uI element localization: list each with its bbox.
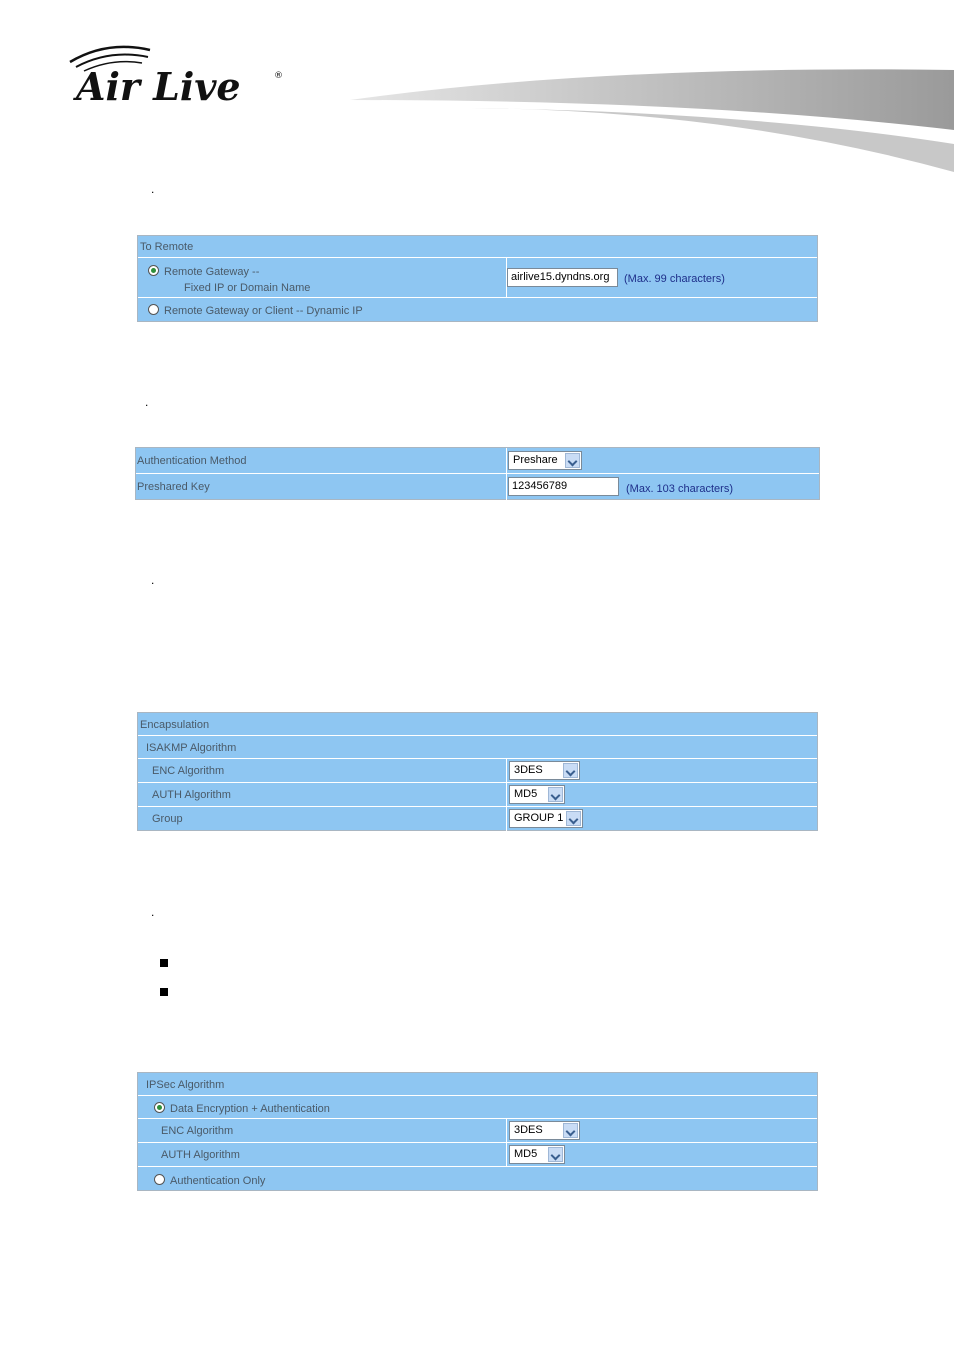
isakmp-enc-row bbox=[138, 759, 817, 783]
isakmp-auth-row bbox=[138, 783, 817, 807]
auth-method-select[interactable] bbox=[508, 451, 582, 470]
isakmp-enc-value: 3DES bbox=[514, 764, 543, 776]
registered-mark: ® bbox=[274, 71, 283, 81]
data-encryption-label: Data Encryption + Authentication bbox=[170, 1103, 330, 1115]
remote-gateway-dynamic-row bbox=[138, 298, 817, 321]
auth-method-value: Preshare bbox=[513, 454, 558, 466]
ipsec-header-row bbox=[138, 1073, 817, 1096]
auth-only-row bbox=[138, 1167, 817, 1191]
section-marker-2: . bbox=[145, 395, 149, 409]
encapsulation-panel bbox=[137, 712, 818, 831]
chevron-down-icon bbox=[566, 811, 581, 826]
auth-method-label: Authentication Method bbox=[137, 455, 247, 467]
remote-gateway-dynamic-label: Remote Gateway or Client -- Dynamic IP bbox=[164, 305, 363, 317]
ipsec-auth-select[interactable] bbox=[509, 1145, 565, 1164]
isakmp-auth-label: AUTH Algorithm bbox=[152, 789, 231, 801]
preshared-key-input[interactable]: 123456789 bbox=[508, 477, 619, 496]
isakmp-row bbox=[138, 736, 817, 759]
isakmp-enc-label: ENC Algorithm bbox=[152, 765, 225, 777]
preshared-key-row bbox=[136, 474, 819, 500]
preshared-key-max-note: (Max. 103 characters) bbox=[626, 483, 733, 495]
ipsec-header: IPSec Algorithm bbox=[146, 1079, 225, 1091]
logo-text: Air Live bbox=[76, 64, 241, 109]
remote-gateway-fixed-label: Remote Gateway -- bbox=[164, 266, 260, 278]
ipsec-auth-label: AUTH Algorithm bbox=[161, 1149, 240, 1161]
isakmp-group-select[interactable] bbox=[509, 809, 583, 828]
list-bullet-1 bbox=[160, 959, 168, 967]
list-bullet-2 bbox=[160, 988, 168, 996]
remote-gateway-fixed-sublabel: Fixed IP or Domain Name bbox=[184, 282, 311, 294]
isakmp-group-value: GROUP 1 bbox=[514, 812, 564, 824]
remote-gateway-fixed-radio[interactable] bbox=[148, 265, 159, 276]
isakmp-label: ISAKMP Algorithm bbox=[146, 742, 237, 754]
data-encryption-radio[interactable] bbox=[154, 1102, 165, 1113]
section-marker-4: . bbox=[151, 905, 155, 919]
remote-gateway-fixed-row bbox=[138, 258, 817, 298]
chevron-down-icon bbox=[548, 1147, 563, 1162]
header-swoosh bbox=[350, 60, 954, 180]
chevron-down-icon bbox=[548, 787, 563, 802]
ipsec-enc-value: 3DES bbox=[514, 1124, 543, 1136]
to-remote-header: To Remote bbox=[140, 241, 194, 253]
isakmp-group-label: Group bbox=[152, 813, 183, 825]
section-marker-3: . bbox=[151, 573, 155, 587]
chevron-down-icon bbox=[563, 1123, 578, 1138]
isakmp-group-row bbox=[138, 807, 817, 831]
remote-gateway-dynamic-radio[interactable] bbox=[148, 304, 159, 315]
ipsec-auth-row bbox=[138, 1143, 817, 1167]
ipsec-enc-row bbox=[138, 1119, 817, 1143]
auth-only-label: Authentication Only bbox=[170, 1175, 266, 1187]
chevron-down-icon bbox=[563, 763, 578, 778]
auth-method-row bbox=[136, 448, 819, 474]
airlive-logo bbox=[62, 40, 292, 110]
isakmp-enc-select[interactable] bbox=[509, 761, 580, 780]
remote-gateway-max-note: (Max. 99 characters) bbox=[624, 273, 725, 285]
auth-only-radio[interactable] bbox=[154, 1174, 165, 1185]
ipsec-panel bbox=[137, 1072, 818, 1191]
section-marker-1: . bbox=[151, 182, 155, 196]
isakmp-auth-select[interactable] bbox=[509, 785, 565, 804]
preshared-key-label: Preshared Key bbox=[137, 481, 210, 493]
encapsulation-header-row bbox=[138, 713, 817, 736]
to-remote-panel bbox=[137, 235, 818, 322]
ipsec-auth-value: MD5 bbox=[514, 1148, 538, 1160]
isakmp-auth-value: MD5 bbox=[514, 788, 538, 800]
authentication-panel bbox=[135, 447, 820, 500]
remote-gateway-input[interactable]: airlive15.dyndns.org bbox=[507, 268, 618, 287]
to-remote-header-row bbox=[138, 236, 817, 258]
encapsulation-header: Encapsulation bbox=[140, 719, 210, 731]
ipsec-enc-label: ENC Algorithm bbox=[161, 1125, 234, 1137]
ipsec-enc-select[interactable] bbox=[509, 1121, 580, 1140]
chevron-down-icon bbox=[565, 453, 580, 468]
data-encryption-row bbox=[138, 1096, 817, 1119]
